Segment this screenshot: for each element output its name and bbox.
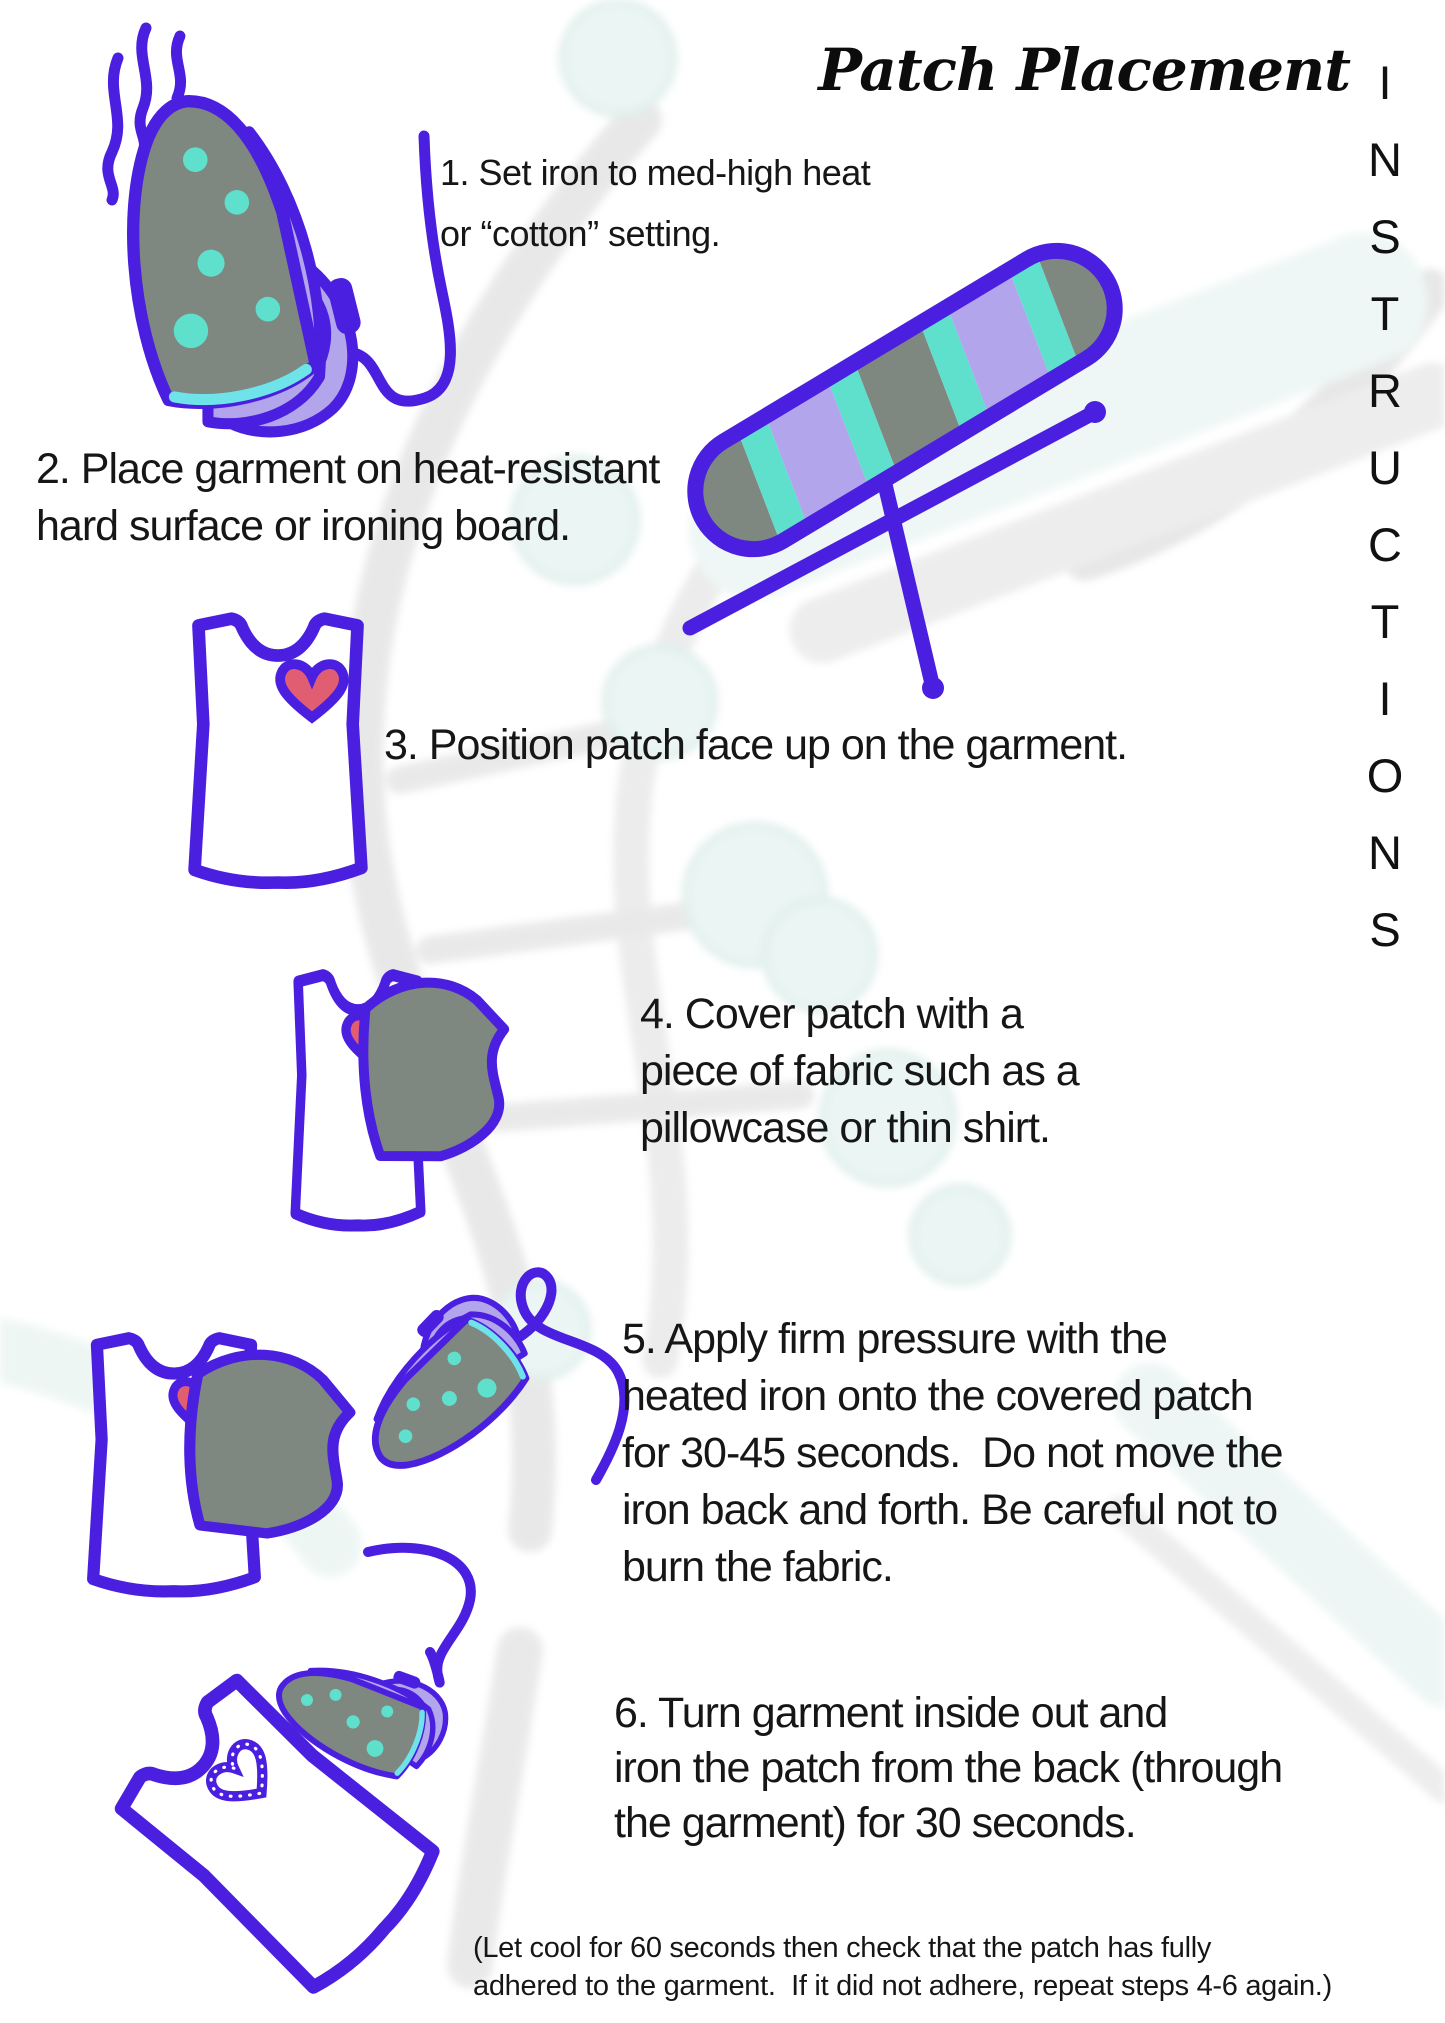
step-5-line: burn the fabric. bbox=[622, 1543, 893, 1591]
shirt-covered-by-fabric-illustration bbox=[295, 975, 511, 1225]
vertical-letter: S bbox=[1369, 210, 1401, 263]
step-4-line: piece of fabric such as a bbox=[640, 1047, 1079, 1095]
footer-line: adhered to the garment. If it did not adhere, repeat steps 4-6 again.) bbox=[473, 1970, 1332, 2002]
vertical-letter: N bbox=[1368, 133, 1402, 186]
step-1-text bbox=[440, 142, 870, 264]
steam-iron-illustration bbox=[108, 28, 451, 445]
step-5-line: iron back and forth. Be careful not to bbox=[622, 1486, 1278, 1534]
step-2-line: hard surface or ironing board. bbox=[36, 502, 571, 550]
vertical-letter: U bbox=[1368, 441, 1402, 494]
vertical-instructions-label bbox=[1357, 44, 1413, 968]
vertical-letter: S bbox=[1369, 903, 1401, 956]
step-1-line: 1. Set iron to med-high heat bbox=[440, 152, 871, 193]
inside-out-shirt-stitched-heart-illustration bbox=[113, 1548, 471, 1996]
iron-pressing-patch-illustration bbox=[93, 1272, 624, 1591]
iron-cord bbox=[368, 1548, 471, 1683]
vertical-letter: I bbox=[1378, 56, 1392, 109]
vertical-letter: O bbox=[1366, 749, 1404, 802]
footer-line: (Let cool for 60 seconds then check that the patch has fully bbox=[473, 1932, 1212, 1964]
vertical-letter: I bbox=[1378, 672, 1392, 725]
vertical-letter: N bbox=[1368, 826, 1402, 879]
step-6-line: iron the patch from the back (through bbox=[614, 1744, 1283, 1792]
cover-fabric-icon bbox=[350, 976, 511, 1168]
vertical-letter: R bbox=[1368, 364, 1402, 417]
step-3-line: 3. Position patch face up on the garment. bbox=[384, 721, 1128, 769]
step-3-text bbox=[384, 717, 1127, 774]
step-4-line: 4. Cover patch with a bbox=[640, 990, 1023, 1038]
vertical-letter: T bbox=[1370, 287, 1400, 340]
vertical-letter: C bbox=[1368, 518, 1402, 571]
step-5-line: 5. Apply firm pressure with the bbox=[622, 1315, 1167, 1363]
step-5-line: heated iron onto the covered patch bbox=[622, 1372, 1253, 1420]
step-4-line: pillowcase or thin shirt. bbox=[640, 1104, 1050, 1152]
footer-note bbox=[473, 1929, 1332, 2005]
step-6-text bbox=[614, 1686, 1282, 1851]
shirt-with-heart-patch-illustration bbox=[195, 619, 362, 883]
step-4-text bbox=[640, 986, 1079, 1157]
step-5-text bbox=[622, 1311, 1283, 1596]
step-6-line: the garment) for 30 seconds. bbox=[614, 1799, 1136, 1847]
step-2-text bbox=[36, 441, 659, 555]
page-title: Patch Placement bbox=[818, 36, 1350, 104]
vertical-letter: T bbox=[1370, 595, 1400, 648]
step-1-line: or “cotton” setting. bbox=[440, 213, 721, 254]
step-6-line: 6. Turn garment inside out and bbox=[614, 1689, 1168, 1737]
cover-fabric-icon bbox=[167, 1341, 361, 1552]
step-2-line: 2. Place garment on heat-resistant bbox=[36, 445, 660, 493]
step-5-line: for 30-45 seconds. Do not move the bbox=[622, 1429, 1283, 1477]
